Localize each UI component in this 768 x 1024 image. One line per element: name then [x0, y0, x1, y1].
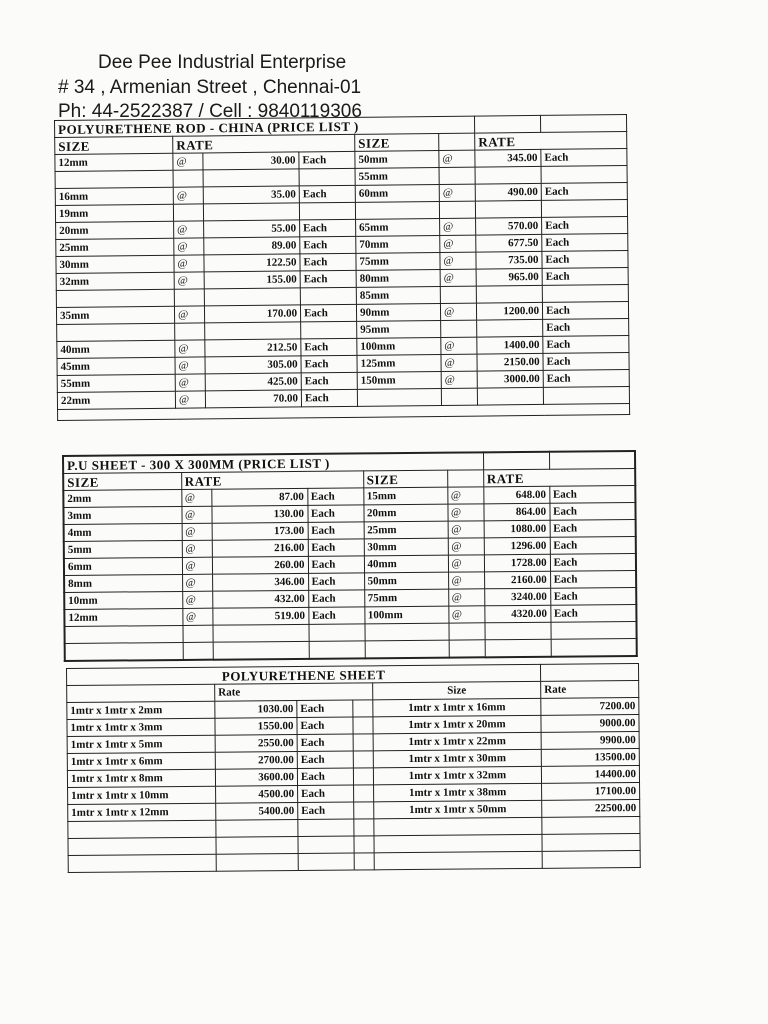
unit-cell: Each [550, 587, 636, 605]
pus-table-title: POLYURETHENE SHEET [67, 664, 541, 685]
unit-cell: Each [308, 607, 364, 624]
size-cell: 35mm [56, 306, 174, 324]
rate-cell: 4320.00 [484, 605, 550, 623]
unit-cell: Each [550, 553, 636, 571]
unit-cell: Each [542, 301, 628, 319]
size-cell: 1mtr x 1mtr x 5mm [67, 735, 215, 753]
company-phone: Ph: 44-2522387 / Cell : 9840119306 [58, 101, 362, 122]
rate-cell [477, 387, 543, 405]
size-cell: 55mm [355, 167, 439, 185]
size-cell: 25mm [364, 521, 448, 539]
size-cell: 60mm [355, 184, 439, 202]
size-cell: 55mm [57, 374, 175, 392]
rate-cell: 55.00 [204, 220, 300, 238]
unit-cell [541, 166, 627, 184]
size-cell: 80mm [356, 269, 440, 287]
size-cell: 22mm [57, 391, 175, 409]
at-cell: @ [182, 557, 212, 574]
at-cell [441, 388, 477, 405]
unit-cell: Each [301, 355, 357, 373]
rate-cell: 519.00 [212, 607, 308, 625]
size-cell: 1mtr x 1mtr x 32mm [373, 766, 541, 784]
unit-cell: Each [299, 151, 355, 169]
at-cell: @ [174, 272, 204, 289]
rate-cell: 130.00 [211, 505, 307, 523]
size-cell: 95mm [357, 320, 441, 338]
unit-cell: Each [550, 536, 636, 554]
rate-cell: 5400.00 [216, 802, 298, 820]
at-cell: @ [440, 235, 476, 252]
unit-cell [300, 287, 356, 305]
rate-cell [475, 166, 541, 184]
size-cell: 1mtr x 1mtr x 8mm [67, 769, 215, 787]
at-cell: @ [448, 555, 484, 572]
rate-cell: 122.50 [204, 254, 300, 272]
size-cell: 75mm [356, 252, 440, 270]
unit-cell: Each [308, 573, 364, 590]
size-cell: 1mtr x 1mtr x 30mm [373, 749, 541, 767]
rate-cell: 70.00 [205, 390, 301, 408]
rate-cell: 155.00 [204, 271, 300, 289]
unit-cell: Each [541, 149, 627, 167]
rate-cell: 2160.00 [484, 571, 550, 589]
rate-cell: 22500.00 [542, 799, 640, 817]
unit-cell: Each [308, 539, 364, 556]
unit-cell: Each [300, 236, 356, 254]
rate-cell [205, 322, 301, 340]
unit-cell: Each [297, 768, 353, 785]
at-cell: @ [441, 354, 477, 371]
at-cell [175, 323, 205, 340]
pus-rate-header-left: Rate [215, 683, 373, 701]
at-cell: @ [173, 187, 203, 204]
unit-cell: Each [300, 270, 356, 288]
unit-cell: Each [541, 183, 627, 201]
at-cell: @ [182, 591, 212, 608]
company-address: # 34 , Armenian Street , Chennai-01 [58, 77, 362, 98]
size-cell [357, 388, 441, 406]
size-cell: 1mtr x 1mtr x 20mm [373, 715, 541, 733]
size-cell: 1mtr x 1mtr x 16mm [373, 698, 541, 716]
unit-cell: Each [550, 604, 636, 622]
spacer-cell [354, 785, 374, 802]
rate-cell: 432.00 [212, 590, 308, 608]
rod-rate-header-left: RATE [173, 134, 355, 153]
unit-cell: Each [301, 338, 357, 356]
unit-cell: Each [297, 751, 353, 768]
unit-cell: Each [542, 216, 628, 234]
rate-cell: 490.00 [475, 183, 541, 201]
rate-cell: 170.00 [204, 305, 300, 323]
unit-cell: Each [301, 372, 357, 390]
rate-cell [475, 200, 541, 218]
at-cell [439, 201, 475, 218]
size-cell: 70mm [356, 235, 440, 253]
unit-cell: Each [543, 352, 629, 370]
rate-cell: 216.00 [212, 539, 308, 557]
unit-cell [542, 284, 628, 302]
rate-cell: 2150.00 [477, 353, 543, 371]
rate-cell: 1296.00 [484, 537, 550, 555]
rate-cell: 1200.00 [476, 302, 542, 320]
at-cell [173, 170, 203, 187]
at-cell [440, 286, 476, 303]
at-cell: @ [173, 153, 203, 170]
at-cell: @ [441, 371, 477, 388]
rate-cell: 1550.00 [215, 717, 297, 735]
size-cell: 10mm [64, 591, 182, 609]
unit-cell: Each [300, 304, 356, 322]
unit-cell: Each [307, 488, 363, 505]
at-cell: @ [440, 269, 476, 286]
rate-cell: 735.00 [476, 251, 542, 269]
unit-cell: Each [542, 233, 628, 251]
at-cell: @ [440, 218, 476, 235]
size-cell: 1mtr x 1mtr x 10mm [68, 786, 216, 804]
rate-cell: 30.00 [203, 152, 299, 170]
rate-cell: 3240.00 [484, 588, 550, 606]
rate-cell: 3000.00 [477, 370, 543, 388]
size-cell [57, 323, 175, 341]
rod-size-header-left: SIZE [55, 136, 173, 154]
unit-cell: Each [542, 250, 628, 268]
rate-cell: 648.00 [483, 486, 549, 504]
size-cell: 4mm [64, 523, 182, 541]
pus-rows [67, 698, 640, 822]
unit-cell: Each [543, 369, 629, 387]
size-cell: 75mm [364, 589, 448, 607]
size-cell: 3mm [63, 506, 181, 524]
size-cell: 12mm [55, 153, 173, 171]
pu-size-header-left: SIZE [63, 472, 181, 490]
rate-cell: 35.00 [203, 186, 299, 204]
size-cell [55, 170, 173, 188]
at-cell: @ [174, 306, 204, 323]
size-cell: 45mm [57, 357, 175, 375]
spacer-cell [354, 802, 374, 819]
rate-cell: 570.00 [476, 217, 542, 235]
size-cell: 30mm [56, 255, 174, 273]
spacer-cell [353, 751, 373, 768]
rate-cell: 4500.00 [216, 785, 298, 803]
rate-cell: 9900.00 [541, 732, 639, 750]
rate-cell: 7200.00 [541, 698, 639, 716]
at-cell: @ [181, 489, 211, 506]
at-cell: @ [439, 184, 475, 201]
rate-cell: 3600.00 [215, 768, 297, 786]
unit-cell: Each [550, 502, 636, 520]
unit-cell: Each [549, 485, 635, 503]
at-cell: @ [182, 608, 212, 625]
size-cell: 1mtr x 1mtr x 50mm [374, 800, 542, 818]
pu-rate-header-left: RATE [181, 471, 363, 490]
at-cell: @ [448, 606, 484, 623]
spacer-cell [353, 717, 373, 734]
rod-rate-header-right: RATE [475, 132, 627, 151]
unit-cell: Each [297, 700, 353, 717]
rate-cell: 305.00 [205, 356, 301, 374]
unit-cell [301, 321, 357, 339]
rate-cell: 1728.00 [484, 554, 550, 572]
unit-cell [299, 168, 355, 186]
at-cell: @ [174, 255, 204, 272]
at-cell: @ [182, 574, 212, 591]
size-cell: 2mm [63, 489, 181, 507]
rate-cell: 2700.00 [215, 751, 297, 769]
unit-cell: Each [297, 717, 353, 734]
rate-cell: 864.00 [484, 503, 550, 521]
at-cell: @ [175, 374, 205, 391]
at-cell: @ [447, 487, 483, 504]
at-cell: @ [181, 506, 211, 523]
unit-cell: Each [300, 253, 356, 271]
rod-price-table [54, 114, 630, 421]
at-cell: @ [448, 572, 484, 589]
at-cell: @ [440, 303, 476, 320]
at-cell: @ [174, 221, 204, 238]
pu-table-title: P.U SHEET - 300 X 300MM (PRICE LIST ) [63, 452, 483, 473]
rate-cell: 677.50 [476, 234, 542, 252]
at-cell [441, 320, 477, 337]
spacer-cell [353, 768, 373, 785]
rate-cell [203, 169, 299, 187]
rate-cell: 1030.00 [215, 700, 297, 718]
unit-cell: Each [301, 389, 357, 407]
unit-cell [541, 199, 627, 217]
rate-cell: 173.00 [212, 522, 308, 540]
unit-cell: Each [308, 590, 364, 607]
unit-cell: Each [298, 785, 354, 802]
rate-cell: 2550.00 [215, 734, 297, 752]
size-cell: 6mm [64, 557, 182, 575]
unit-cell: Each [550, 519, 636, 537]
at-cell: @ [175, 391, 205, 408]
rate-cell [203, 203, 299, 221]
rate-cell: 13500.00 [541, 749, 639, 767]
size-cell: 30mm [364, 538, 448, 556]
size-cell: 20mm [363, 504, 447, 522]
pu-size-header-right: SIZE [363, 470, 447, 488]
rate-cell [477, 319, 543, 337]
unit-cell: Each [543, 318, 629, 336]
rate-cell: 965.00 [476, 268, 542, 286]
unit-cell: Each [298, 802, 354, 819]
unit-cell: Each [542, 267, 628, 285]
unit-cell [543, 386, 629, 404]
spacer-cell [353, 700, 373, 717]
rate-cell: 1080.00 [484, 520, 550, 538]
at-cell: @ [447, 504, 483, 521]
at-cell: @ [174, 238, 204, 255]
unit-cell: Each [307, 505, 363, 522]
at-cell: @ [441, 337, 477, 354]
size-cell [355, 201, 439, 219]
size-cell: 5mm [64, 540, 182, 558]
size-cell: 16mm [55, 187, 173, 205]
rate-cell [476, 285, 542, 303]
at-cell: @ [448, 521, 484, 538]
size-cell: 150mm [357, 371, 441, 389]
at-cell: @ [448, 589, 484, 606]
size-cell: 100mm [364, 606, 448, 624]
rate-cell: 260.00 [212, 556, 308, 574]
size-cell: 85mm [356, 286, 440, 304]
size-cell: 90mm [356, 303, 440, 321]
size-cell: 50mm [355, 150, 439, 168]
size-cell: 1mtr x 1mtr x 2mm [67, 701, 215, 719]
size-cell: 1mtr x 1mtr x 6mm [67, 752, 215, 770]
rate-cell: 89.00 [204, 237, 300, 255]
rate-cell: 1400.00 [477, 336, 543, 354]
unit-cell: Each [308, 522, 364, 539]
unit-cell: Each [308, 556, 364, 573]
size-cell: 15mm [363, 487, 447, 505]
at-cell [439, 167, 475, 184]
rate-cell: 425.00 [205, 373, 301, 391]
unit-cell: Each [550, 570, 636, 588]
size-cell [56, 289, 174, 307]
unit-cell: Each [297, 734, 353, 751]
size-cell: 12mm [64, 608, 182, 626]
size-cell: 8mm [64, 574, 182, 592]
pus-size-header: Size [373, 681, 541, 699]
at-cell: @ [182, 540, 212, 557]
size-cell: 25mm [56, 238, 174, 256]
rate-cell: 14400.00 [541, 766, 639, 784]
rod-table-title: POLYURETHENE ROD - CHINA (PRICE LIST ) [55, 116, 475, 137]
unit-cell [299, 202, 355, 220]
spacer-cell [353, 734, 373, 751]
size-cell: 65mm [356, 218, 440, 236]
polyurethene-sheet-table [66, 663, 641, 873]
size-cell: 100mm [357, 337, 441, 355]
at-cell: @ [439, 150, 475, 167]
size-cell: 50mm [364, 572, 448, 590]
rate-cell [204, 288, 300, 306]
pu-rows [63, 485, 636, 626]
unit-cell: Each [300, 219, 356, 237]
pu-sheet-price-table [62, 450, 638, 662]
rate-cell: 87.00 [211, 488, 307, 506]
rod-size-header-right: SIZE [355, 133, 439, 151]
size-cell: 40mm [57, 340, 175, 358]
at-cell: @ [440, 252, 476, 269]
at-cell [174, 289, 204, 306]
at-cell: @ [175, 340, 205, 357]
pus-rate-header-right: Rate [541, 681, 639, 699]
size-cell: 1mtr x 1mtr x 12mm [68, 803, 216, 821]
pu-rate-header-right: RATE [483, 468, 635, 486]
at-cell: @ [448, 538, 484, 555]
rate-cell: 346.00 [212, 573, 308, 591]
rate-cell: 9000.00 [541, 715, 639, 733]
rate-cell: 212.50 [205, 339, 301, 357]
rate-cell: 345.00 [475, 149, 541, 167]
size-cell: 20mm [56, 221, 174, 239]
at-cell: @ [175, 357, 205, 374]
rod-rows [55, 149, 630, 410]
size-cell: 1mtr x 1mtr x 38mm [374, 783, 542, 801]
unit-cell: Each [543, 335, 629, 353]
at-cell: @ [182, 523, 212, 540]
rate-cell: 17100.00 [542, 782, 640, 800]
size-cell: 1mtr x 1mtr x 3mm [67, 718, 215, 736]
company-name: Dee Pee Industrial Enterprise [98, 52, 347, 73]
size-cell: 125mm [357, 354, 441, 372]
size-cell: 1mtr x 1mtr x 22mm [373, 732, 541, 750]
size-cell: 40mm [364, 555, 448, 573]
unit-cell: Each [299, 185, 355, 203]
at-cell [173, 204, 203, 221]
size-cell: 19mm [55, 204, 173, 222]
size-cell: 32mm [56, 272, 174, 290]
